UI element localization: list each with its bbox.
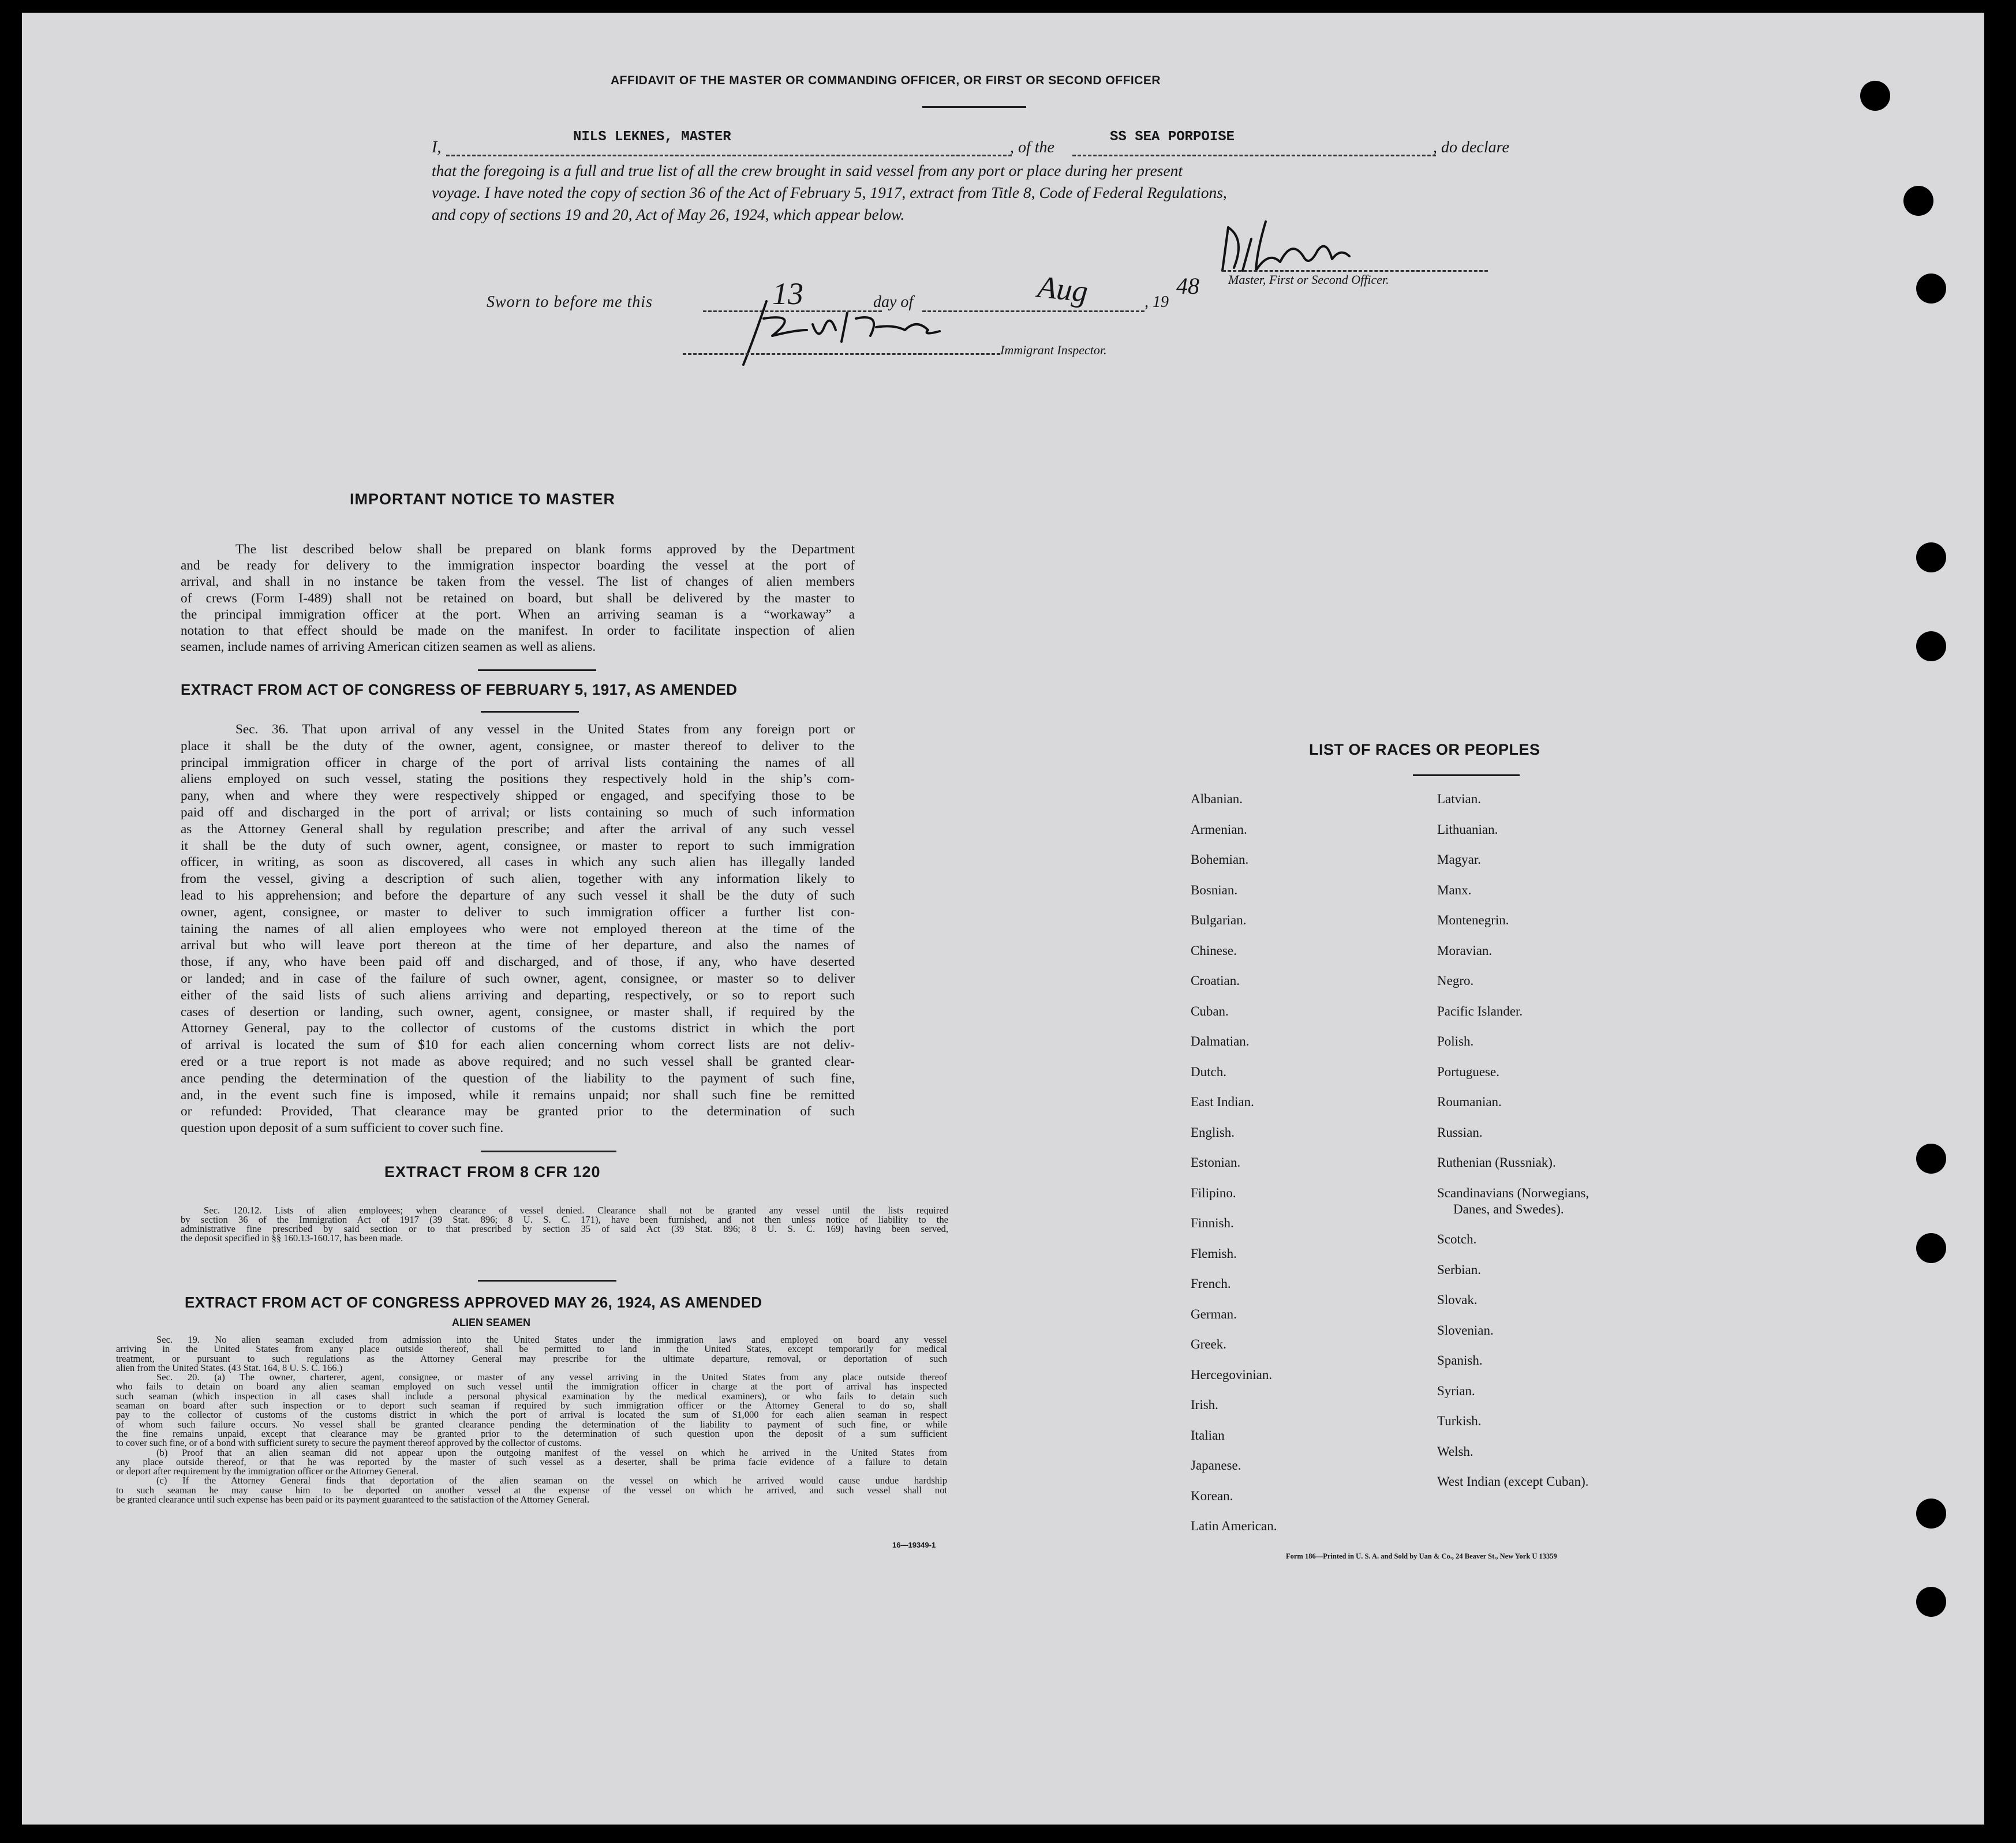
race-item: Bohemian.: [1191, 852, 1249, 867]
race-item: Bulgarian.: [1191, 913, 1247, 927]
act1917-line: those, if any, who have been paid off and discharged, and of those, if any, who have deserted: [181, 954, 855, 970]
act1917-line: from the vessel, giving a description of such alien, together with any information likely to: [181, 871, 855, 887]
act1924-line: seaman on board after such inspection or to deport such seaman if required by such immigration officer or the Attorney General to do so, shall: [116, 1401, 947, 1411]
race-item: Armenian.: [1191, 822, 1247, 837]
race-item: Turkish.: [1437, 1414, 1482, 1428]
divider: [481, 1151, 616, 1152]
act1917-line: ered or a true report is not made as above required; and no such vessel shall be granted clear-: [181, 1054, 855, 1069]
act1924-line: (b) Proof that an alien seaman did not appear upon the outgoing manifest of the vessel on which he arrived in the United States from: [156, 1448, 947, 1458]
race-item: Magyar.: [1437, 852, 1482, 867]
race-item: Slovak.: [1437, 1293, 1478, 1307]
divider: [922, 106, 1026, 108]
race-item: Greek.: [1191, 1337, 1226, 1351]
binding-hole: [1916, 631, 1946, 661]
race-item: Japanese.: [1191, 1458, 1241, 1473]
act1917-line: Sec. 36. That upon arrival of any vessel in the United States from any foreign port or: [235, 722, 855, 737]
act1917-line: aliens employed on such vessel, stating the positions they respectively hold in the ship’s com-: [181, 771, 855, 787]
notice-line: of crews (Form I-489) shall not be retained on board, but shall be delivered by the master to: [181, 590, 855, 606]
act1924-line: Sec. 19. No alien seaman excluded from admission into the United States under the immigration laws and employed on board any vessel: [156, 1335, 947, 1345]
affidavit-line: that the foregoing is a full and true list of all the crew brought in said vessel from any port or place during her present: [432, 162, 1183, 179]
act1917-line: paid off and discharged in the port of arrival; or lists containing so much of such information: [181, 804, 855, 820]
act1924-subtitle: ALIEN SEAMEN: [452, 1317, 531, 1328]
race-item: Albanian.: [1191, 792, 1243, 806]
race-item: Pacific Islander.: [1437, 1003, 1523, 1018]
act1924-line: such seaman (which inspection in all cases shall include a personal physical examination by the medical examiners), or who fails to detain such: [116, 1391, 947, 1402]
act1924-line: or deport after requirement by the immigration officer or the Attorney General.: [116, 1467, 419, 1477]
race-item: Italian: [1191, 1428, 1225, 1443]
act1924-title: EXTRACT FROM ACT OF CONGRESS APPROVED MAY 26, 1924, AS AMENDED: [185, 1294, 762, 1311]
year-value[interactable]: 48: [1176, 273, 1199, 299]
race-item: Slovenian.: [1437, 1323, 1494, 1338]
affidavit-title: AFFIDAVIT OF THE MASTER OR COMMANDING OFFICER, OR FIRST OR SECOND OFFICER: [611, 74, 1161, 87]
affidavit-line: voyage. I have noted the copy of section 36 of the Act of February 5, 1917, extract from Title 8, Code of Federal Regulations,: [432, 183, 1227, 201]
act1917-line: question upon deposit of a sum sufficient to cover such fine.: [181, 1121, 504, 1136]
inspector-signature: [732, 295, 951, 370]
notice-line: arrival, and shall in no instance be taken from the vessel. The list of changes of alien members: [181, 574, 855, 590]
act1924-line: arriving in the United States from any place outside thereof, shall be permitted to land in the United States, except temporarily for medical: [116, 1344, 947, 1354]
act1917-line: it shall be the duty of such owner, agent, consignee, or master to report to such immigration: [181, 838, 855, 853]
binding-hole: [1916, 1587, 1946, 1617]
notice-line: and be ready for delivery to the immigration inspector boarding the vessel at the port of: [181, 558, 855, 574]
race-item: German.: [1191, 1306, 1237, 1321]
inspector-signature-line: [683, 353, 1000, 355]
notice-body: [181, 541, 855, 655]
cfr-title: EXTRACT FROM 8 CFR 120: [384, 1163, 601, 1181]
race-item: Portuguese.: [1437, 1064, 1499, 1079]
race-item: English.: [1191, 1125, 1235, 1140]
affidavit-of-the: , of the: [1010, 138, 1054, 156]
blank-line: [446, 155, 1012, 156]
act1924-body: [116, 1335, 947, 1504]
divider: [481, 711, 579, 713]
document-page: [22, 13, 1984, 1825]
race-item: Finnish.: [1191, 1216, 1234, 1230]
act1917-line: either of the said lists of such aliens arriving and departing, respectively, or so to report such: [181, 987, 855, 1003]
race-item: Moravian.: [1437, 943, 1493, 958]
act1924-line: alien from the United States. (43 Stat. 164, 8 U. S. C. 166.): [116, 1363, 343, 1373]
cfr-body: [181, 1206, 948, 1243]
race-item: Filipino.: [1191, 1185, 1236, 1200]
race-item: Latvian.: [1437, 792, 1481, 806]
affidavit-do-declare: , do declare: [1433, 138, 1509, 156]
act1924-line: the fine remains unpaid, except that clearance may be granted prior to the determination of such question upon the deposit of a sum sufficient: [116, 1429, 947, 1439]
master-signature-line: [1222, 270, 1488, 272]
race-item: Welsh.: [1437, 1444, 1473, 1459]
race-item: Flemish.: [1191, 1246, 1237, 1261]
race-item: Danes, and Swedes).: [1453, 1201, 1564, 1216]
race-item: Ruthenian (Russniak).: [1437, 1155, 1556, 1170]
notice-line: seamen, include names of arriving American citizen seamen as well as aliens.: [181, 639, 596, 655]
master-label: Master, First or Second Officer.: [1228, 272, 1389, 287]
sworn-label: Sworn to before me this: [487, 293, 653, 311]
act1924-line: be granted clearance until such expense has been paid or its payment guaranteed to the satisfaction of the Attorney General.: [116, 1495, 590, 1505]
races-title: LIST OF RACES OR PEOPLES: [1309, 741, 1540, 758]
act1924-line: treatment, or pursuant to such regulations as the Attorney General may prescribe for the ultimate departure, removal, or deportation of such: [116, 1354, 947, 1363]
race-item: Irish.: [1191, 1398, 1218, 1412]
act1924-line: (c) If the Attorney General finds that deportation of the alien seaman on the vessel on which he arrived would cause undue hardship: [156, 1476, 947, 1486]
act1924-line: to such seaman he may cause him to be deported on another vessel at the expense of the vessel on which he arrived, and such vessel shall not: [116, 1485, 947, 1496]
act1917-line: or refunded: Provided, That clearance may be granted prior to the determination of such: [181, 1104, 855, 1119]
act1924-line: to cover such fine, or of a bond with sufficient surety to secure the payment thereof approved by the collector of customs.: [116, 1439, 582, 1448]
day-of-label: day of: [873, 293, 914, 311]
race-item: Serbian.: [1437, 1262, 1482, 1277]
act1917-line: ance pending the determination of the question of the liability to the payment of such fine,: [181, 1070, 855, 1086]
race-item: Dutch.: [1191, 1064, 1226, 1079]
race-item: Estonian.: [1191, 1155, 1241, 1170]
act1917-line: principal immigration officer in charge of the port of arrival lists containing the names of all: [181, 755, 855, 770]
race-item: Latin American.: [1191, 1519, 1277, 1533]
cfr-line: Sec. 120.12. Lists of alien employees; when clearance of vessel denied. Clearance shall not be granted any vessel until the lists required: [204, 1206, 948, 1215]
divider: [478, 1280, 616, 1282]
race-item: Bosnian.: [1191, 882, 1238, 897]
act1917-line: officer, in writing, as soon as discovered, all cases in which any such alien has illegally landed: [181, 855, 855, 870]
day-value[interactable]: 13: [772, 276, 803, 311]
blank-line: [922, 310, 1144, 312]
notice-title: IMPORTANT NOTICE TO MASTER: [350, 490, 615, 508]
notice-line: The list described below shall be prepared on blank forms approved by the Department: [235, 542, 855, 557]
cfr-line: administrative fine prescribed by said section or to that prescribed by section 35 of said Act (39 Stat. 896; 8 U. S. C. 169) having been served,: [181, 1224, 948, 1234]
act1917-line: pany, when and where they were respectively shipped or engaged, and specifying those to be: [181, 788, 855, 804]
act1917-line: cases of desertion or landing, such owner, agent, consignee, or master shall, if required by the: [181, 1004, 855, 1020]
act1917-line: taining the names of all alien employees who were not employed thereon at the time of the: [181, 921, 855, 937]
act1917-line: as the Attorney General shall by regulation prescribe; and after the arrival of any such vessel: [181, 821, 855, 837]
race-item: French.: [1191, 1276, 1231, 1291]
blank-line: [1072, 155, 1436, 156]
race-item: Scandinavians (Norwegians,: [1437, 1185, 1589, 1200]
vessel-name-field[interactable]: SS SEA PORPOISE: [1110, 129, 1235, 145]
race-item: Croatian.: [1191, 973, 1240, 988]
cfr-line: by section 36 of the Immigration Act of 1917 (39 Stat. 896; 8 U. S. C. 171), have been furnished, and not then unless notice of liability to the: [181, 1215, 948, 1224]
binding-hole: [1916, 274, 1946, 304]
race-item: Cuban.: [1191, 1003, 1229, 1018]
act1924-line: Sec. 20. (a) The owner, charterer, agent, consignee, or master of any vessel arriving in the United States from any place outside thereof: [156, 1373, 947, 1383]
act1917-title: EXTRACT FROM ACT OF CONGRESS OF FEBRUARY 5, 1917, AS AMENDED: [181, 681, 738, 698]
act1917-line: owner, agent, consignee, or master to deliver to such immigration officer a further list con-: [181, 904, 855, 920]
act1917-body: [181, 721, 855, 1137]
race-item: Scotch.: [1437, 1232, 1477, 1246]
binding-hole: [1916, 1233, 1946, 1263]
cfr-line: the deposit specified in §§ 160.13-160.17, has been made.: [181, 1234, 403, 1243]
act1924-line: of whom such failure occurs. No vessel shall be granted clearance pending the determination of the liability to payment of such fine, or while: [116, 1419, 947, 1429]
affidavit-line: and copy of sections 19 and 20, Act of May 26, 1924, which appear below.: [432, 205, 905, 223]
race-item: West Indian (except Cuban).: [1437, 1474, 1589, 1489]
act1924-line: who fails to detain on board any alien seaman employed on such vessel until the immigration officer in charge at the port of arrival has inspected: [116, 1382, 947, 1392]
race-item: Korean.: [1191, 1488, 1233, 1503]
binding-hole: [1916, 1499, 1946, 1529]
form-code: 16—19349-1: [892, 1541, 936, 1549]
race-item: Roumanian.: [1437, 1095, 1502, 1109]
race-item: Spanish.: [1437, 1353, 1483, 1368]
notice-line: notation to that effect should be made on the manifest. In order to facilitate inspection of alien: [181, 623, 855, 639]
race-item: Polish.: [1437, 1034, 1474, 1048]
race-item: Hercegovinian.: [1191, 1367, 1273, 1382]
act1917-line: lead to his apprehension; and before the departure of any such vessel it shall be the duty of such: [181, 887, 855, 903]
binding-hole: [1916, 1144, 1946, 1174]
race-item: East Indian.: [1191, 1095, 1254, 1109]
act1917-line: or landed; and in case of the failure of such owner, agent, consignee, or master so to deliver: [181, 971, 855, 986]
race-item: Russian.: [1437, 1125, 1483, 1140]
inspector-label: Immigrant Inspector.: [1000, 343, 1107, 357]
race-item: Negro.: [1437, 973, 1474, 988]
race-item: Chinese.: [1191, 943, 1237, 958]
act1917-line: arrival but who will leave port thereon at the time of her departure, and also the names of: [181, 938, 855, 953]
race-item: Montenegrin.: [1437, 913, 1509, 927]
master-name-field[interactable]: NILS LEKNES, MASTER: [573, 129, 731, 145]
act1924-line: pay to the collector of customs of the customs district in which the port of arrival is located the sum of $1,000 for each alien seaman in respect: [116, 1410, 947, 1420]
act1917-line: place it shall be the duty of the owner, agent, consignee, or master thereof to deliver to the: [181, 738, 855, 754]
notice-line: the principal immigration officer at the port. When an arriving seaman is a “workaway” a: [181, 606, 855, 622]
act1917-line: Attorney General, pay to the collector of customs of the customs district in which the port: [181, 1021, 855, 1036]
divider: [478, 669, 596, 671]
binding-hole: [1916, 542, 1946, 572]
act1917-line: of arrival is located the sum of $10 for each alien concerning whom correct lists are not deliv-: [181, 1037, 855, 1053]
race-item: Lithuanian.: [1437, 822, 1498, 837]
race-item: Syrian.: [1437, 1383, 1475, 1398]
year-prefix: , 19: [1144, 293, 1169, 311]
divider: [1413, 774, 1520, 776]
affidavit-i: I,: [432, 138, 442, 156]
binding-hole: [1860, 81, 1890, 111]
race-item: Dalmatian.: [1191, 1034, 1250, 1048]
race-item: Manx.: [1437, 882, 1472, 897]
act1917-line: and, in the event such fine is imposed, while it remains unpaid; nor shall such fine be remitted: [181, 1087, 855, 1103]
act1924-line: any place outside thereof, or that he was reported by the master of such vessel as a deserter, shall be prima facie evidence of a failure to detain: [116, 1457, 947, 1467]
binding-hole: [1903, 186, 1933, 216]
printer-footer: Form 186—Printed in U. S. A. and Sold by Uan & Co., 24 Beaver St., New York U 13359: [1286, 1552, 1557, 1560]
month-value[interactable]: Aug: [1036, 269, 1090, 309]
